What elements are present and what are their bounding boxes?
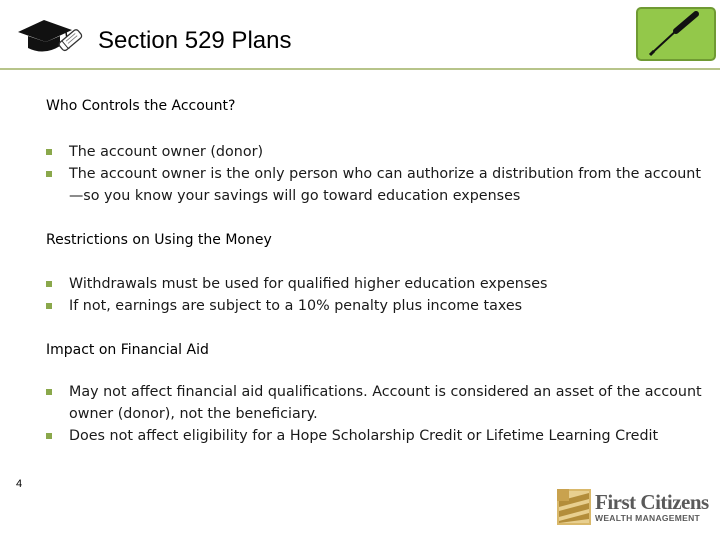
screwdriver-badge (636, 7, 716, 61)
section-restrictions (46, 230, 706, 317)
bullet-item: Withdrawals must be used for qualified higher education expenses (46, 273, 706, 295)
section-heading: Who Controls the Account? (46, 98, 236, 114)
bullet-list (46, 141, 706, 207)
first-citizens-logo (557, 489, 707, 525)
logo-subtitle: WEALTH MANAGEMENT (595, 513, 701, 523)
section-who-controls (46, 96, 706, 207)
logo-name: First Citizens (595, 490, 709, 514)
bullet-list (46, 273, 706, 317)
slide-title: Section 529 Plans (98, 27, 292, 54)
section-financial-aid (46, 340, 706, 447)
section-heading: Restrictions on Using the Money (46, 232, 272, 248)
section-heading: Impact on Financial Aid (46, 342, 209, 358)
bullet-item: If not, earnings are subject to a 10% penalty plus income taxes (46, 295, 706, 317)
bullet-item: The account owner is the only person who can authorize a distribution from the account—so you know your savings will go toward education expenses (46, 163, 706, 207)
logo-mark-icon (557, 489, 591, 525)
slide-header (0, 0, 720, 70)
bullet-item: Does not affect eligibility for a Hope Scholarship Credit or Lifetime Learning Credit (46, 425, 706, 447)
bullet-list (46, 381, 706, 447)
graduation-cap-icon (14, 14, 86, 64)
header-divider (0, 68, 720, 70)
bullet-item: The account owner (donor) (46, 141, 706, 163)
slide-body (46, 96, 706, 447)
bullet-item: May not affect financial aid qualifications. Account is considered an asset of the account owner (donor), not the beneficiary. (46, 381, 706, 425)
page-number: 4 (16, 478, 23, 490)
screwdriver-icon (638, 9, 714, 59)
